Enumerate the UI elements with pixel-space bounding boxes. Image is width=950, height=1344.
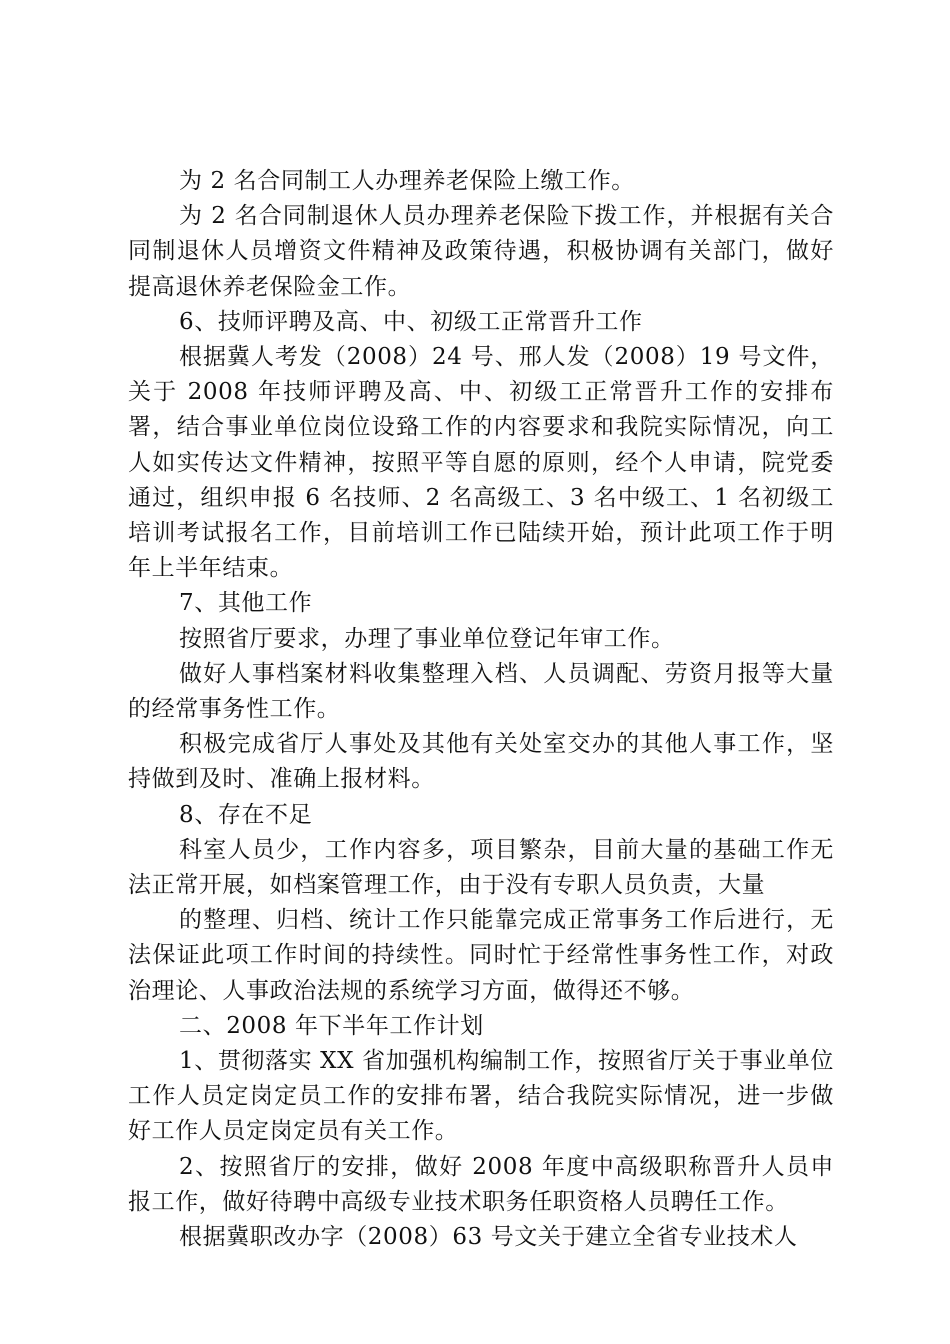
paragraph-pension-disbursement: 为 2 名合同制退休人员办理养老保险下拨工作，并根据有关合同制退休人员增资文件精神及政策待遇，积极协调有关部门，做好提高退休养老保险金工作。 — [128, 203, 834, 300]
paragraph-plan-document-reference: 根据冀职改办字（2008）63 号文关于建立全省专业技术人 — [179, 1224, 798, 1251]
paragraph-annual-registration: 按照省厅要求，办理了事业单位登记年审工作。 — [179, 625, 675, 652]
section-heading-technician-evaluation: 6、技师评聘及高、中、初级工正常晋升工作 — [179, 308, 643, 335]
paragraph-shortcomings-part2: 的整理、归档、统计工作只能靠完成正常事务工作后进行，无法保证此项工作时间的持续性。同时忙于经常性事务性工作，对政治理论、人事政治法规的系统学习方面，做得还不够。 — [128, 907, 834, 1004]
paragraph-plan-item-1: 1、贯彻落实 XX 省加强机构编制工作，按照省厅关于事业单位工作人员定岗定员工作的安排布署，结合我院实际情况，进一步做好工作人员定岗定员有关工作。 — [128, 1048, 835, 1145]
paragraph-personnel-archives: 做好人事档案材料收集整理入档、人员调配、劳资月报等大量的经常事务性工作。 — [128, 660, 834, 723]
document-body — [128, 164, 834, 1255]
paragraph-plan-item-2: 2、按照省厅的安排，做好 2008 年度中高级职称晋升人员申报工作，做好待聘中高级专业技术职务任职资格人员聘任工作。 — [128, 1153, 834, 1215]
section-heading-work-plan: 二、2008 年下半年工作计划 — [179, 1012, 484, 1039]
paragraph-technician-evaluation: 根据冀人考发（2008）24 号、邢人发（2008）19 号文件，关于 2008 年技师评聘及高、中、初级工正常晋升工作的安排布署，结合事业单位岗位设臵工作的内容要求和我院实际情况，向工人如实传达文件精神，按照平等自愿的原则，经个人申请，院党委通过，组织申报 6 名技师、2 名高级工、3 名中级工、1 名初级工培训考试报名工作，目前培训工作已陆续开始，预计此项工作于明年上半年结束。 — [128, 344, 834, 582]
paragraph-assigned-tasks: 积极完成省厅人事处及其他有关处室交办的其他人事工作，坚持做到及时、准确上报材料。 — [128, 731, 834, 793]
paragraph-shortcomings-part1: 科室人员少，工作内容多，项目繁杂，目前大量的基础工作无法正常开展，如档案管理工作，由于没有专职人员负责，大量 — [128, 836, 834, 899]
section-heading-other-work: 7、其他工作 — [179, 590, 313, 617]
paragraph-pension-contribution: 为 2 名合同制工人办理养老保险上缴工作。 — [179, 168, 635, 194]
section-heading-shortcomings: 8、存在不足 — [179, 801, 313, 828]
